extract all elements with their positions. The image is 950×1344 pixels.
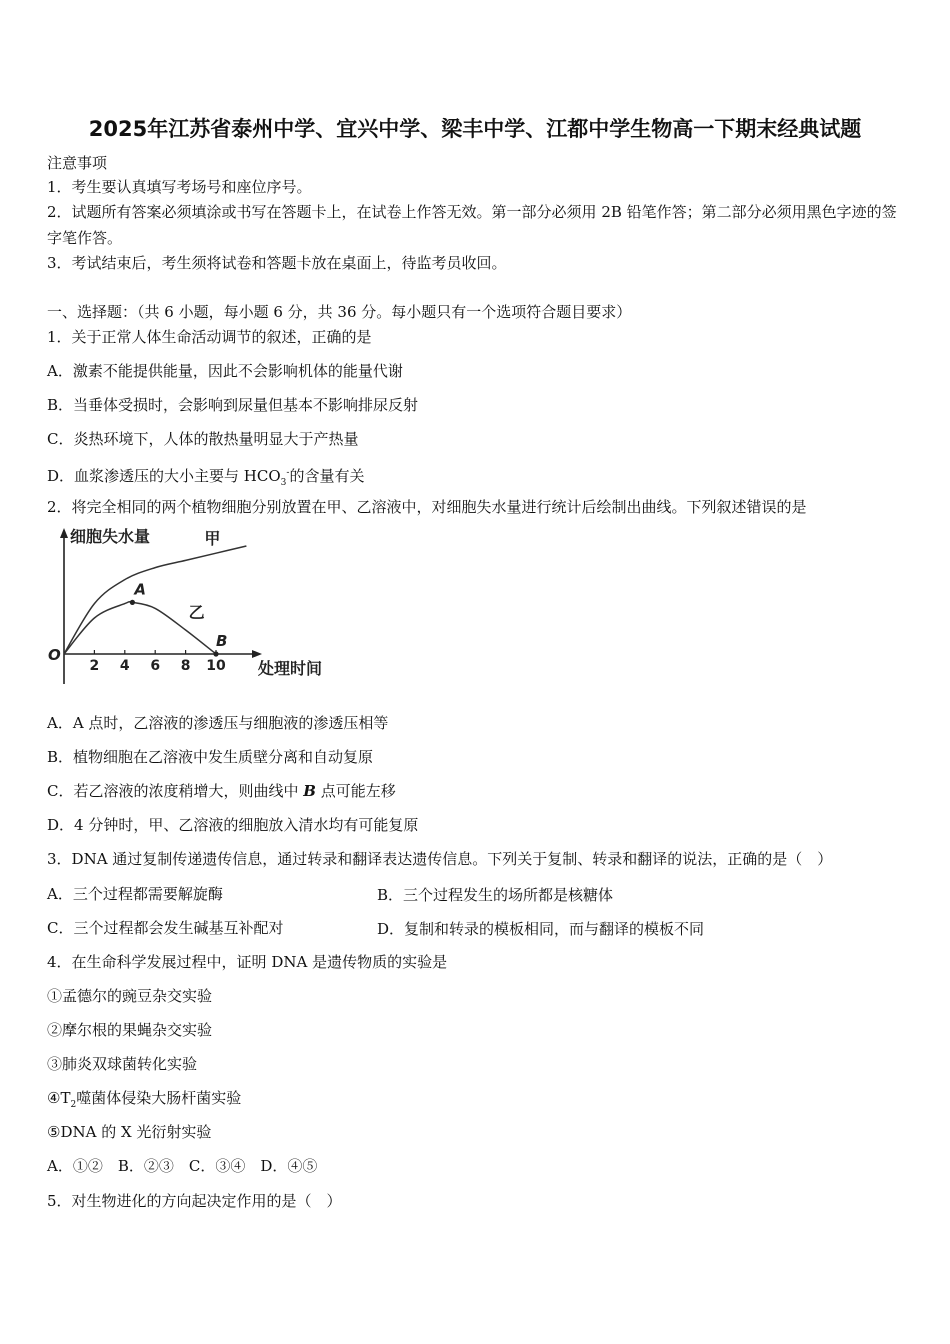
- notice-heading: 注意事项: [47, 154, 108, 172]
- q4-item-2: ②摩尔根的果蝇杂交实验: [47, 1021, 213, 1039]
- q2-chart: [40, 520, 360, 692]
- q2-option-b: B．植物细胞在乙溶液中发生质壁分离和自动复原: [47, 748, 374, 766]
- q4-item-4-tail: 噬菌体侵染大肠杆菌实验: [76, 1089, 242, 1107]
- q1-option-d-sub: 3: [280, 478, 287, 488]
- series-label: 乙: [188, 603, 205, 622]
- series-label: 甲: [204, 529, 221, 548]
- point-label: A: [134, 580, 147, 599]
- q3-option-a: A．三个过程都需要解旋酶: [47, 885, 223, 903]
- page-title: 2025年江苏省泰州中学、宜兴中学、梁丰中学、江都中学生物高一下期末经典试题: [88, 117, 862, 141]
- y-axis-label: 细胞失水量: [70, 527, 151, 546]
- x-tick-label: 10: [206, 658, 226, 674]
- q1-option-c: C．炎热环境下，人体的散热量明显大于产热量: [47, 430, 359, 448]
- x-tick-label: 2: [89, 658, 100, 674]
- notice-item-3: 3．考试结束后，考生须将试卷和答题卡放在桌面上，待监考员收回。: [47, 254, 507, 272]
- point-a: [130, 600, 135, 605]
- chart-axes: [60, 528, 262, 684]
- q3-option-d: D．复制和转录的模板相同，而与翻译的模板不同: [377, 920, 705, 938]
- q4-item-4-text: ④T: [47, 1089, 71, 1107]
- x-tick-label: 4: [119, 658, 130, 674]
- q1-option-b: B．当垂体受损时，会影响到尿量但基本不影响排尿反射: [47, 396, 419, 414]
- x-axis-label: 处理时间: [258, 659, 323, 678]
- x-tick-label: 6: [150, 658, 161, 674]
- q4-item-5: ⑤DNA 的 X 光衍射实验: [47, 1123, 212, 1141]
- q4-item-1: ①孟德尔的豌豆杂交实验: [47, 987, 213, 1005]
- x-axis-arrow: [252, 650, 262, 658]
- q3-option-b: B．三个过程发生的场所都是核糖体: [377, 886, 614, 904]
- point-label: B: [216, 632, 228, 650]
- q3-stem: 3．DNA 通过复制传递遗传信息，通过转录和翻译表达遗传信息。下列关于复制、转录和翻译的说法，正确的是（ ）: [47, 850, 833, 868]
- q3-option-c: C．三个过程都会发生碱基互补配对: [47, 919, 284, 937]
- notice-item-1: 1．考生要认真填写考场号和座位序号。: [47, 178, 312, 196]
- q4-item-3: ③肺炎双球菌转化实验: [47, 1055, 198, 1073]
- q2-option-c-tail: 点可能左移: [315, 782, 396, 800]
- q1-option-d-tail: 的含量有关: [289, 467, 365, 485]
- q2-option-d: D．4 分钟时，甲、乙溶液的细胞放入清水均有可能复原: [47, 816, 419, 834]
- q1-stem: 1．关于正常人体生命活动调节的叙述，正确的是: [47, 328, 372, 346]
- x-tick-label: 8: [180, 658, 191, 674]
- q1-option-d: [47, 463, 364, 493]
- q2-option-c-text: C．若乙溶液的浓度稍增大，则曲线中: [47, 782, 304, 800]
- q4-stem: 4．在生命科学发展过程中，证明 DNA 是遗传物质的实验是: [47, 953, 448, 971]
- point-b: [213, 651, 218, 656]
- q1-option-d-text: D．血浆渗透压的大小主要与 HCO: [47, 467, 281, 485]
- y-axis-arrow: [60, 528, 68, 538]
- q4-item-4-sub: 2: [70, 1100, 77, 1110]
- chart-labels-group: [48, 527, 322, 678]
- section-heading: 一、选择题：（共 6 小题，每小题 6 分，共 36 分。每小题只有一个选项符合题目要求）: [47, 303, 632, 321]
- q4-options: A．①② B．②③ C．③④ D．④⑤: [47, 1157, 318, 1175]
- origin-label: O: [48, 646, 61, 664]
- q2-option-a: A．A 点时，乙溶液的渗透压与细胞液的渗透压相等: [47, 714, 389, 732]
- q1-option-d-sup: -: [286, 468, 290, 478]
- q2-stem: 2．将完全相同的两个植物细胞分别放置在甲、乙溶液中，对细胞失水量进行统计后绘制出曲线。下列叙述错误的是: [47, 498, 807, 516]
- q2-option-c-italic: B: [303, 782, 316, 800]
- q1-option-a: A．激素不能提供能量，因此不会影响机体的能量代谢: [47, 362, 403, 380]
- q5-stem: 5．对生物进化的方向起决定作用的是（ ）: [47, 1192, 342, 1210]
- q2-option-c: [47, 781, 396, 801]
- q4-item-4: [47, 1088, 241, 1115]
- notice-item-2: 2．试题所有答案必须填涂或书写在答题卡上，在试卷上作答无效。第一部分必须用 2B 铅笔作答；第二部分必须用黑色字迹的签字笔作答。: [47, 203, 897, 247]
